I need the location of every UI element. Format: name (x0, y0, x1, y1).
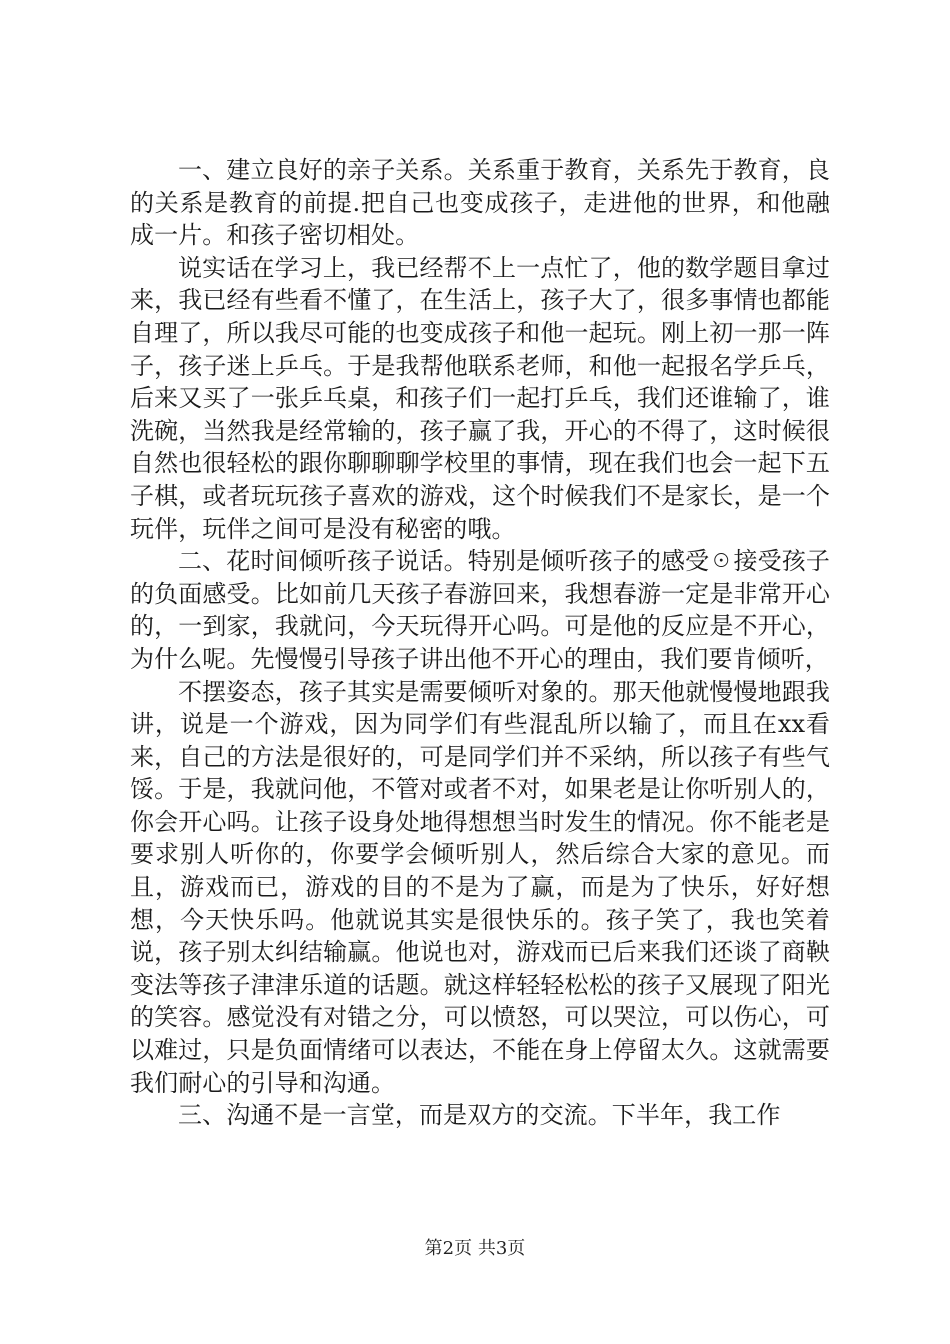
page-number-footer: 第2页 共3页 (424, 1238, 526, 1259)
paragraph-4: 不摆姿态，孩子其实是需要倾听对象的。那天他就慢慢地跟我讲，说是一个游戏，因为同学们有些混乱所以输了，而且在xx看来，自己的方法是很好的，可是同学们并不采纳，所以孩子有些气馁。于是，我就问他，不管对或者不对，如果老是让你听别人的，你会开心吗。让孩子设身处地得想想当时发生的情况。你不能老是要求别人听你的，你要学会倾听别人，然后综合大家的意见。而且，游戏而已，游戏的目的不是为了赢，而是为了快乐，好好想想，今天快乐吗。他就说其实是很快乐的。孩子笑了，我也笑着说，孩子别太纠结输赢。他说也对，游戏而已后来我们还谈了商鞅变法等孩子津津乐道的话题。就这样轻轻松松的孩子又展现了阳光的笑容。感觉没有对错之分，可以愤怒，可以哭泣，可以伤心，可以难过，只是负面情绪可以表达，不能在身上停留太久。这就需要我们耐心的引导和沟通。 (130, 677, 830, 1097)
paragraph-1: 一、建立良好的亲子关系。关系重于教育，关系先于教育，良的关系是教育的前提.把自己也变成孩子，走进他的世界，和他融成一片。和孩子密切相处。 (130, 156, 830, 250)
paragraph-2: 说实话在学习上，我已经帮不上一点忙了，他的数学题目拿过来，我已经有些看不懂了，在生活上，孩子大了，很多事情也都能自理了，所以我尽可能的也变成孩子和他一起玩。刚上初一那一阵子，孩子迷上乒乓。于是我帮他联系老师，和他一起报名学乒乓，后来又买了一张乒乓桌，和孩子们一起打乒乓，我们还谁输了，谁洗碗，当然我是经常输的，孩子赢了我，开心的不得了，这时候很自然也很轻松的跟你聊聊聊学校里的事情，现在我们也会一起下五子棋，或者玩玩孩子喜欢的游戏，这个时候我们不是家长，是一个玩伴，玩伴之间可是没有秘密的哦。 (130, 253, 830, 543)
document-body (130, 154, 830, 1132)
paragraph-5: 三、沟通不是一言堂，而是双方的交流。下半年，我工作 (178, 1101, 781, 1130)
paragraph-3: 二、花时间倾听孩子说话。特别是倾听孩子的感受☉接受孩子的负面感受。比如前几天孩子春游回来，我想春游一定是非常开心的，一到家，我就问，今天玩得开心吗。可是他的反应是不开心，为什么呢。先慢慢引导孩子讲出他不开心的理由，我们要肯倾听， (130, 547, 830, 673)
